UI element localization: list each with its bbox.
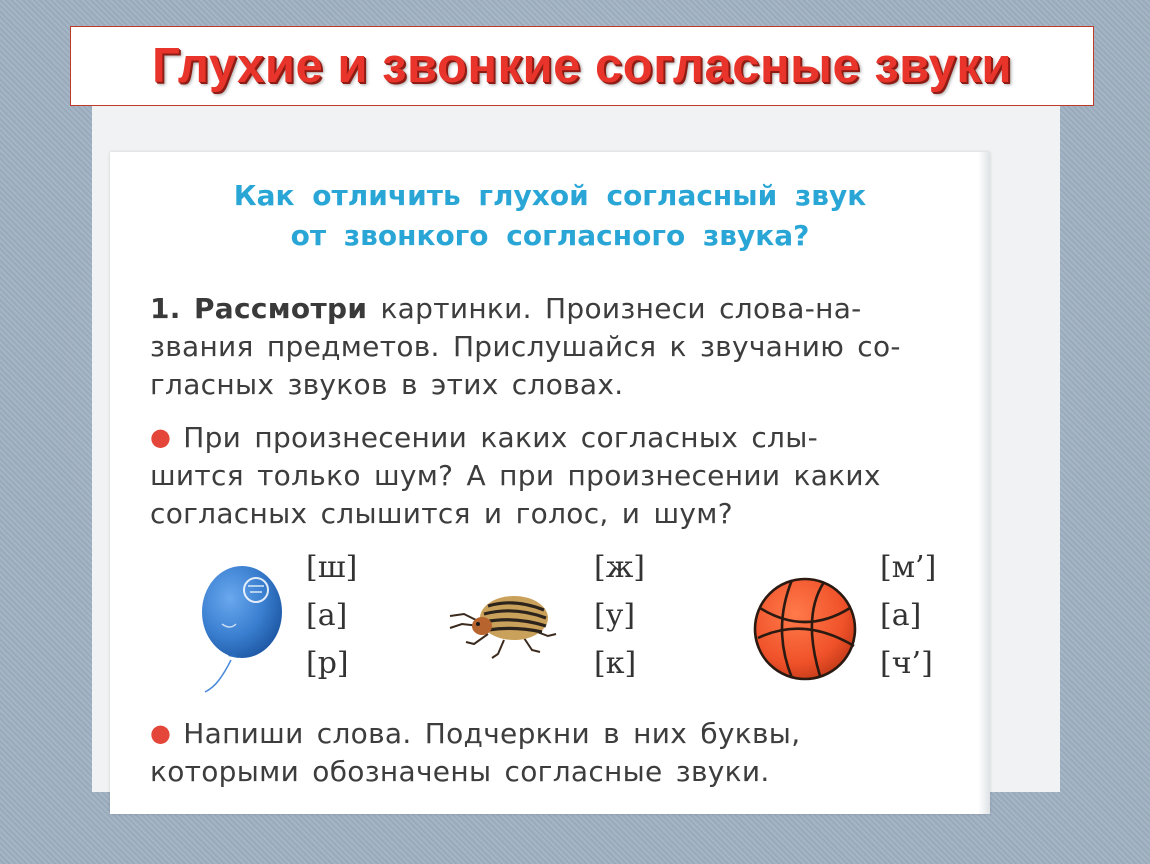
bullet-icon: ●: [150, 719, 172, 747]
bullet-icon: ●: [150, 423, 172, 451]
basketball-icon: [752, 576, 858, 682]
question-text: При произнесении каких согласных слы-: [183, 421, 819, 454]
task-verb: Рассмотри: [193, 292, 368, 325]
question-line: [150, 418, 980, 457]
instruction-line: которыми обозначены согласные звуки.: [150, 755, 770, 788]
sound-label: [а]: [880, 598, 922, 633]
sound-label: [ш]: [306, 550, 358, 585]
question-paragraph: [150, 418, 980, 533]
question-line: шится только шум? А при произнесении каких: [150, 459, 881, 492]
instruction-line: [150, 714, 980, 753]
section-heading: [110, 176, 990, 256]
sound-label: [у]: [594, 598, 636, 633]
sound-column-3: [880, 550, 936, 682]
sound-column-2: [594, 550, 645, 682]
task-1-line: звания предметов. Прислушайся к звучанию со-: [150, 330, 901, 363]
task-number: 1.: [150, 292, 181, 325]
balloon-icon: [198, 564, 288, 694]
task-1-line: [150, 290, 980, 328]
sound-label: [ж]: [594, 550, 646, 585]
slide-title-box: [70, 26, 1094, 106]
task-1-text: картинки. Произнеси слова-на-: [380, 292, 862, 325]
section-heading-line: Как отличить глухой согласный звук: [233, 179, 867, 212]
task-1-line: гласных звуков в этих словах.: [150, 368, 624, 401]
sound-label: [а]: [306, 598, 348, 633]
instruction-text: Напиши слова. Подчеркни в них буквы,: [183, 717, 801, 750]
sound-label: [ч’]: [880, 646, 933, 681]
instruction-paragraph: [150, 714, 980, 791]
sound-column-1: [306, 550, 357, 682]
sound-label: [к]: [594, 646, 637, 681]
sound-label: [р]: [306, 646, 349, 681]
beetle-icon: [448, 584, 568, 664]
slide-title: Глухие и звонкие согласные звуки: [152, 39, 1012, 93]
sound-label: [м’]: [880, 550, 937, 585]
task-1-paragraph: [150, 290, 980, 404]
question-line: согласных слышится и голос, и шум?: [150, 497, 733, 530]
textbook-page: [110, 152, 990, 814]
section-heading-line: от звонкого согласного звука?: [290, 219, 810, 252]
